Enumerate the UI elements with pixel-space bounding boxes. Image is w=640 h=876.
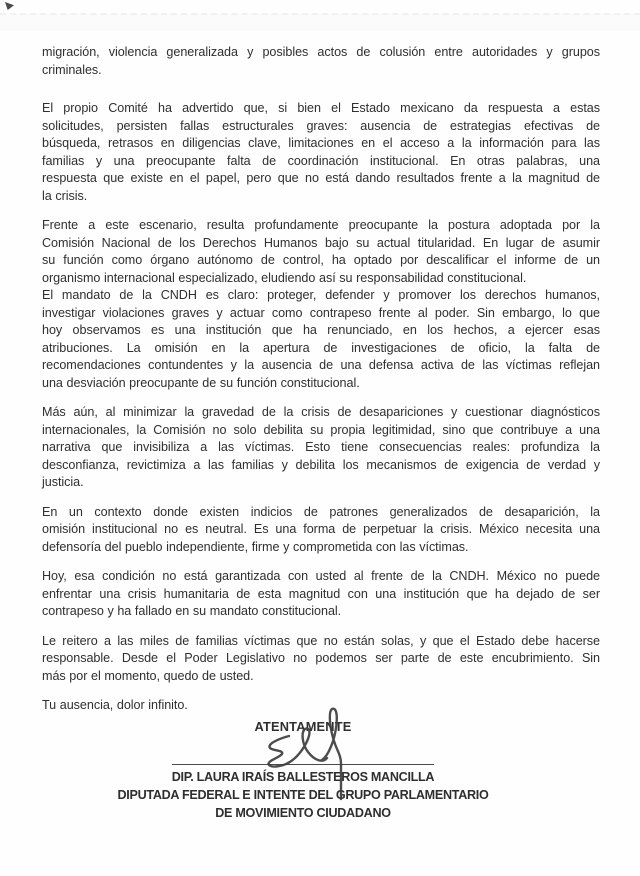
letter-paragraph xyxy=(42,568,600,621)
letter-body xyxy=(42,44,600,727)
text-line: Comisión Nacional de los Derechos Humanos bajo su actual titularidad. En lugar de asumir xyxy=(42,235,600,250)
letter-paragraph xyxy=(42,44,600,79)
letter-paragraph xyxy=(42,217,600,287)
signatory-title-line-2: DE MOVIMIENTO CIUDADANO xyxy=(215,806,391,820)
text-line: Más aún, al minimizar la gravedad de la crisis de desapariciones y cuestionar diagnósticos xyxy=(42,405,600,419)
text-line: hoy observamos es una institución que ha renunciado, en los hechos, a ejercer esas xyxy=(42,323,600,337)
handwritten-signature-icon xyxy=(258,702,368,802)
text-line: Hoy, esa condición no está garantizada con usted al frente de la CNDH. México no puede xyxy=(42,569,600,583)
text-line: criminales. xyxy=(42,62,102,77)
closing-salutation: ATENTAMENTE xyxy=(254,719,352,734)
text-line: Tu ausencia, dolor infinito. xyxy=(42,698,188,712)
text-line: su función como órgano autónomo de control, ha optado por descalificar el informe de un xyxy=(42,253,600,267)
text-line: atribuciones. La omisión en la apertura de investigaciones de oficio, la falta de xyxy=(42,340,600,355)
text-line: desconfianza, revictimiza a las familias y debilita los mecanismos de exigencia de verdad y xyxy=(42,457,600,472)
text-line: más por el momento, quedo de usted. xyxy=(42,668,254,683)
signatory-title-line-1: DIPUTADA FEDERAL E INTENTE DEL GRUPO PARLAMENTARIO xyxy=(117,788,489,802)
text-line: enfrentar una crisis humanitaria de esta magnitud con una institución que ha dejado de ser xyxy=(42,586,600,601)
text-line: solicitudes, persisten fallas estructurales graves: ausencia de estrategias efectivas de xyxy=(42,118,600,133)
signatory-name: DIP. LAURA IRAÍS BALLESTEROS MANCILLA xyxy=(171,770,435,784)
text-line: búsqueda, retrasos en diligencias clave, limitaciones en el acceso a la información para las xyxy=(42,136,600,150)
letter-paragraph xyxy=(42,287,600,392)
text-line: omisión institucional no es neutral. Es una forma de perpetuar la crisis. México necesita una xyxy=(42,522,600,536)
corner-artifact xyxy=(5,2,14,10)
text-line: recomendaciones contundentes y la ausencia de una defensa activa de las víctimas reflejan xyxy=(42,358,600,372)
text-line: internacionales, la Comisión no solo debilita su propia legitimidad, sino que contribuye a una xyxy=(42,422,600,437)
text-line: justicia. xyxy=(42,475,84,489)
text-line: organismo internacional especializado, eludiendo así su responsabilidad constitucional. xyxy=(42,270,527,285)
text-line: responsable. Desde el Poder Legislativo no podemos ser parte de este encubrimiento. Sin xyxy=(42,651,600,665)
text-line: Frente a este escenario, resulta profundamente preocupante la postura adoptada por la xyxy=(42,218,600,232)
text-line: En un contexto donde existen indicios de patrones generalizados de desaparición, la xyxy=(42,504,600,519)
text-line: investigar violaciones graves y actuar como contrapeso frente al poder. Sin embargo, lo que xyxy=(42,305,600,320)
letter-paragraph xyxy=(42,404,600,492)
text-line: migración, violencia generalizada y posibles actos de colusión entre autoridades y grupos xyxy=(42,45,600,59)
letter-paragraph xyxy=(42,100,600,205)
text-line: defensoría del pueblo independiente, firme y comprometida con las víctimas. xyxy=(42,539,469,554)
text-line: la crisis. xyxy=(42,188,88,203)
text-line: El mandato de la CNDH es claro: proteger, defender y promover los derechos humanos, xyxy=(42,288,600,302)
letter-paragraph xyxy=(42,633,600,686)
text-line: familias y una preocupante falta de coordinación institucional. En otras palabras, una xyxy=(42,153,600,168)
text-line: El propio Comité ha advertido que, si bien el Estado mexicano da respuesta a estas xyxy=(42,101,600,115)
text-line: contrapeso y ha fallado en su mandato constitucional. xyxy=(42,604,342,618)
text-line: una desviación preocupante de su función constitucional. xyxy=(42,375,360,390)
letter-paragraph xyxy=(42,504,600,557)
scan-artifact-band xyxy=(0,13,640,31)
text-line: Le reitero a las miles de familias víctimas que no están solas, y que el Estado debe hacerse xyxy=(42,633,600,648)
text-line: respuesta que existe en el papel, pero que no está dando resultados frente a la magnitud de xyxy=(42,171,600,185)
text-line: narrativa que invisibiliza a las víctimas. Esto tiene consecuencias reales: profundiza la xyxy=(42,440,600,454)
